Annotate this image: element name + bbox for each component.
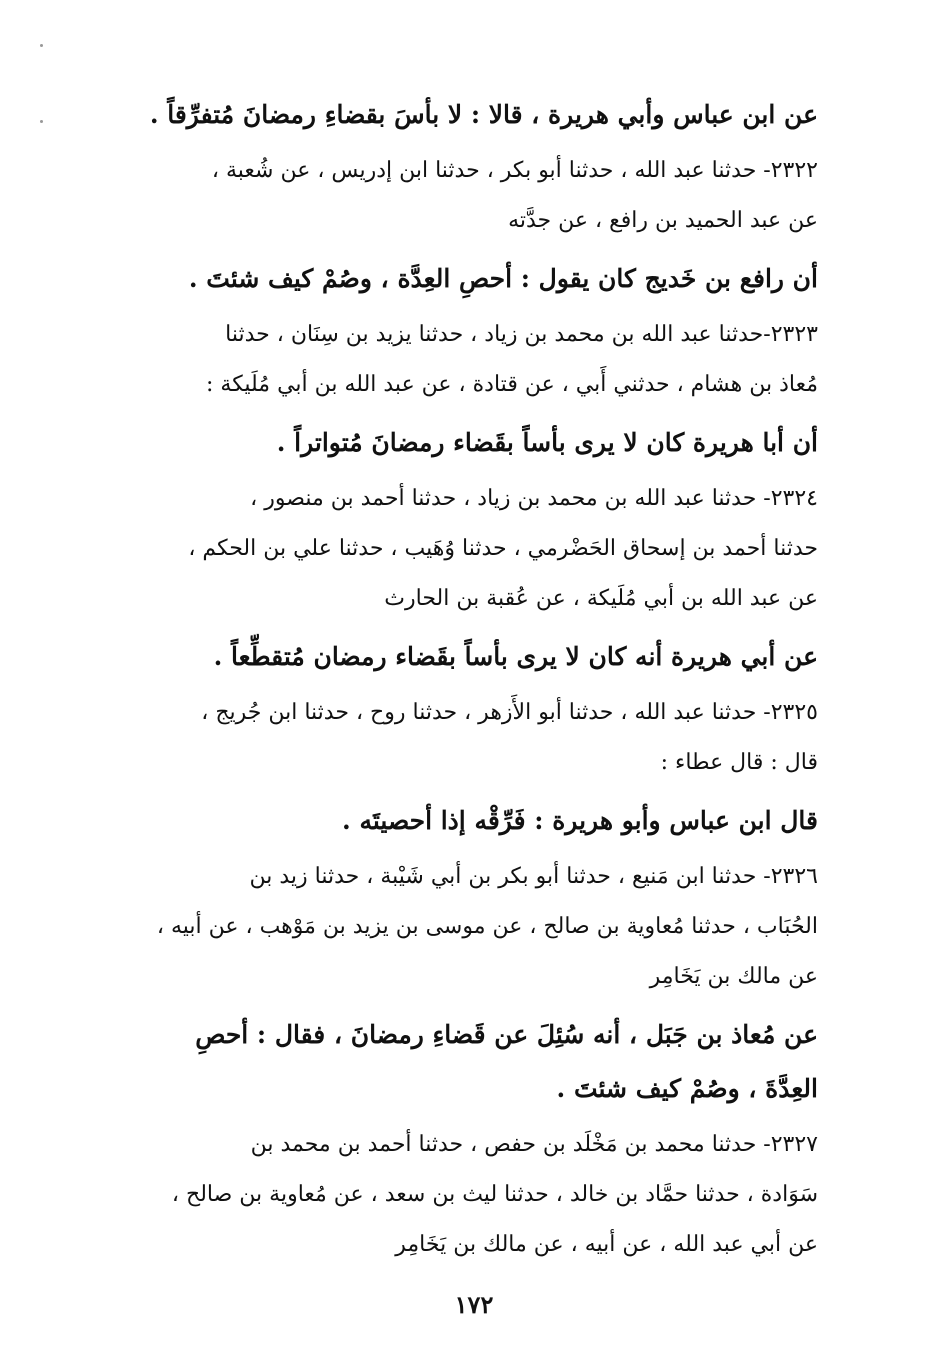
isnad-chain xyxy=(108,852,818,1002)
text-line: ٢٣٢٧- حدثنا محمد بن مَخْلَد بن حفص ، حدثنا أحمد بن محمد بن xyxy=(250,1132,818,1157)
text-line: عن مالك بن يَخَامِر xyxy=(649,964,818,989)
text-line: ٢٣٢٦- حدثنا ابن مَنيع ، حدثنا أبو بكر بن أبي شَيْبة ، حدثنا زيد بن xyxy=(249,864,818,889)
text-line: عن مُعاذ بن جَبَل ، أنه سُئِلَ عن قَضاءِ رمضانَ ، فقال : أحصِ xyxy=(195,1020,818,1049)
text-line: قال : قال عطاء : xyxy=(660,750,818,775)
hadith-text xyxy=(108,794,818,848)
text-line: مُعاذ بن هشام ، حدثني أَبي ، عن قتادة ، عن عبد الله بن أبي مُلَيكة : xyxy=(206,372,818,397)
hadith-text xyxy=(108,1008,818,1116)
isnad-chain xyxy=(108,474,818,624)
isnad-chain xyxy=(108,688,818,788)
text-line: حدثنا أحمد بن إسحاق الحَضْرمي ، حدثنا وُهَيب ، حدثنا علي بن الحكم ، xyxy=(188,536,818,561)
text-line: أن أبا هريرة كان لا يرى بأساً بقَضاء رمضانَ مُتواتراً . xyxy=(276,428,818,457)
hadith-text xyxy=(108,88,818,142)
text-line: أن رافع بن خَديج كان يقول : أحصِ العِدَّة ، وصُمْ كيف شئتَ . xyxy=(188,264,818,293)
text-line: ٢٣٢٣-حدثنا عبد الله بن محمد بن زياد ، حدثنا يزيد بن سِنَان ، حدثنا xyxy=(225,322,818,347)
hadith-text xyxy=(108,252,818,306)
isnad-chain xyxy=(108,1120,818,1270)
text-line: ٢٣٢٥- حدثنا عبد الله ، حدثنا أبو الأَزهر ، حدثنا روح ، حدثنا ابن جُريج ، xyxy=(201,700,818,725)
text-line: ٢٣٢٤- حدثنا عبد الله بن محمد بن زياد ، حدثنا أحمد بن منصور ، xyxy=(250,486,818,511)
scan-speck xyxy=(40,120,43,123)
text-column xyxy=(108,84,818,1276)
text-line: عن أبي عبد الله ، عن أبيه ، عن مالك بن يَخَامِر xyxy=(395,1232,818,1257)
text-line: عن عبد الحميد بن رافع ، عن جدَّته xyxy=(508,208,818,233)
page-number: ١٧٢ xyxy=(454,1290,494,1319)
text-line: قال ابن عباس وأبو هريرة : فَرِّقْه إذا أحصيتَه . xyxy=(342,806,818,835)
hadith-text xyxy=(108,416,818,470)
text-line: الحُبَاب ، حدثنا مُعاوية بن صالح ، عن موسى بن يزيد بن مَوْهب ، عن أبيه ، xyxy=(156,914,818,939)
hadith-text xyxy=(108,630,818,684)
scan-speck xyxy=(40,44,43,47)
isnad-chain xyxy=(108,310,818,410)
text-line: سَوَادة ، حدثنا حمَّاد بن خالد ، حدثنا ليث بن سعد ، عن مُعاوية بن صالح ، xyxy=(171,1182,818,1207)
text-line: ٢٣٢٢- حدثنا عبد الله ، حدثنا أبو بكر ، حدثنا ابن إدريس ، عن شُعبة ، xyxy=(211,158,818,183)
text-line: عن عبد الله بن أبي مُلَيكة ، عن عُقبة بن الحارث xyxy=(384,586,818,611)
text-line: العِدَّةَ ، وصُمْ كيف شئتَ . xyxy=(556,1074,818,1103)
text-line: عن أبي هريرة أنه كان لا يرى بأساً بقَضاء رمضان مُتقطِّعاً . xyxy=(213,642,818,671)
text-line: عن ابن عباس وأبي هريرة ، قالا : لا بأسَ بقضاءِ رمضانَ مُتفرِّقاً . xyxy=(149,100,818,129)
isnad-chain xyxy=(108,146,818,246)
